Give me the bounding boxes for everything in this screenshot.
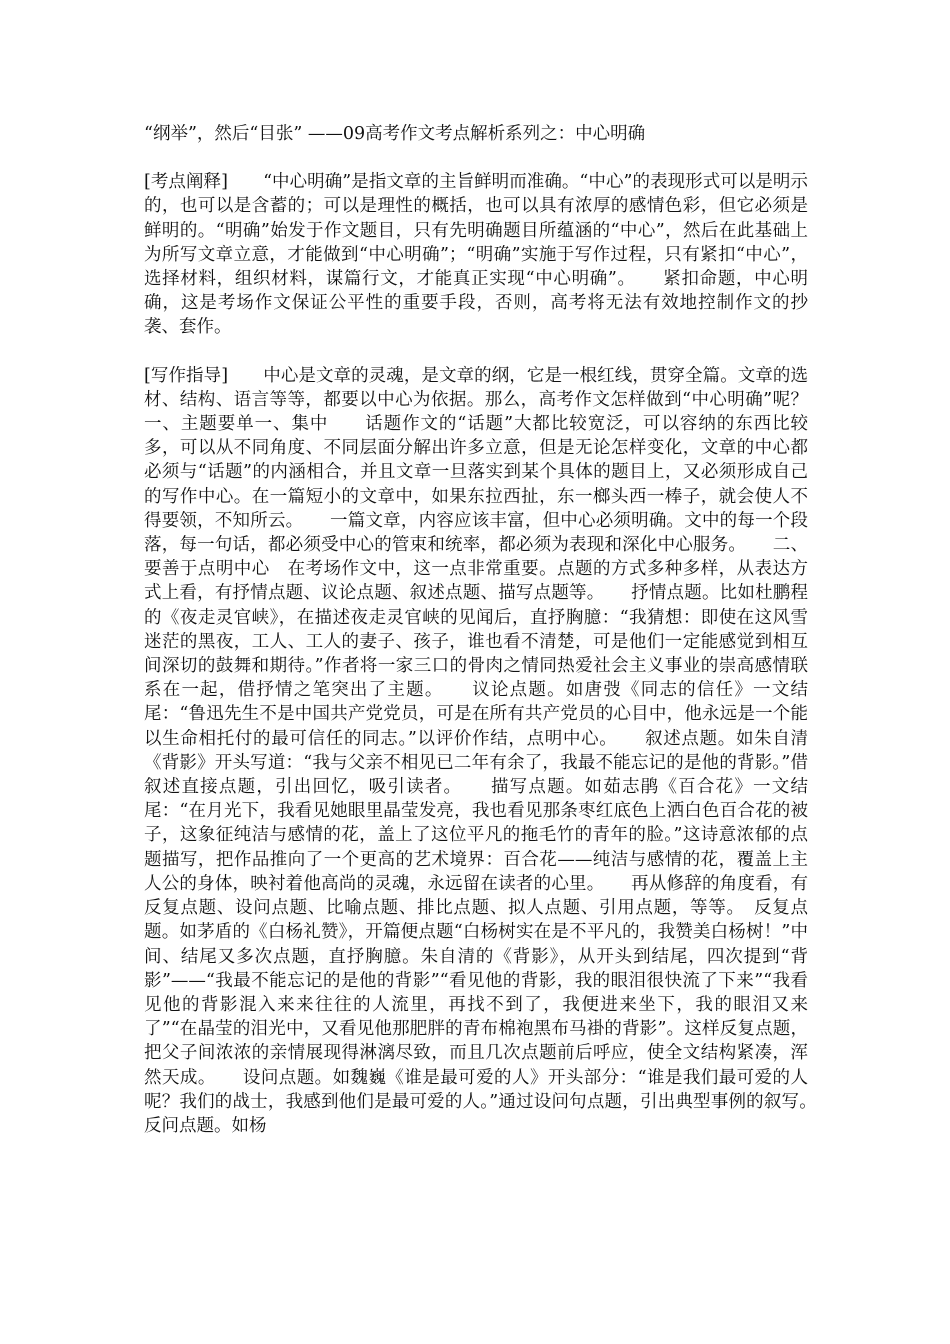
paragraph-writing-guidance: [写作指导] 中心是文章的灵魂，是文章的纲，它是一根红线，贯穿全篇。文章的选材、结构、语言等等，都要以中心为依据。那么，高考作文怎样做到“中心明确”呢？一、主题要单一、集中 话题作文的“话题”大都比较宽泛，可以容纳的东西比较多，可以从不同角度、不同层面分解出许多立意，但是无论怎样变化，文章的中心都必须与“话题”的内涵相合，并且文章一旦落实到某个具体的题目上，又必须形成自己的写作中心。在一篇短小的文章中，如果东拉西扯，东一榔头西一棒子，就会使人不得要领，不知所云。 一篇文章，内容应该丰富，但中心必须明确。文中的每一个段落，每一句话，都必须受中心的管束和统率，都必须为表现和深化中心服务。 二、要善于点明中心 在考场作文中，这一点非常重要。点题的方式多种多样，从表达方式上看，有抒情点题、议论点题、叙述点题、描写点题等。 抒情点题。比如杜鹏程的《夜走灵官峡》，在描述夜走灵官峡的见闻后，直抒胸臆：“我猜想：即使在这风雪迷茫的黑夜，工人、工人的妻子、孩子，谁也看不清楚，可是他们一定能感觉到相互间深切的鼓舞和期待。”作者将一家三口的骨肉之情同热爱社会主义事业的崇高感情联系在一起，借抒情之笔突出了主题。 议论点题。如唐弢《同志的信任》一文结尾：“鲁迅先生不是中国共产党党员，可是在所有共产党员的心目中，他永远是一个能以生命相托付的最可信任的同志。”以评价作结，点明中心。 叙述点题。如朱自清《背影》开头写道：“我与父亲不相见已二年有余了，我最不能忘记的是他的背影。”借叙述直接点题，引出回忆，吸引读者。 描写点题。如茹志鹃《百合花》一文结尾：“在月光下，我看见她眼里晶莹发亮，我也看见那条枣红底色上洒白色百合花的被子，这象征纯洁与感情的花，盖上了这位平凡的拖毛竹的青年的脸。”这诗意浓郁的点题描写，把作品推向了一个更高的艺术境界：百合花——纯洁与感情的花，覆盖上主人公的身体，映衬着他高尚的灵魂，永远留在读者的心里。 再从修辞的角度看，有反复点题、设问点题、比喻点题、排比点题、拟人点题、引用点题，等等。 反复点题。如茅盾的《白杨礼赞》，开篇便点题“白杨树实在是不平凡的，我赞美白杨树！”中间、结尾又多次点题，直抒胸臆。朱自清的《背影》，从开头到结尾，四次提到“背影”——“我最不能忘记的是他的背影”“看见他的背影，我的眼泪很快流了下来”“我看见他的背影混入来来往往的人流里，再找不到了，我便进来坐下，我的眼泪又来了”“在晶莹的泪光中，又看见他那肥胖的青布棉袍黑布马褂的背影”。这样反复点题，把父子间浓浓的亲情展现得淋漓尽致，而且几次点题前后呼应，使全文结构紧凑，浑然天成。 设问点题。如魏巍《谁是最可爱的人》开头部分：“谁是我们最可爱的人呢？我们的战士，我感到他们是最可爱的人。”通过设问句点题，引出典型事例的叙写。 反问点题。如杨 (144, 365, 843, 1136)
document-title: “纲举”，然后“目张” ——09高考作文考点解析系列之：中心明确 (144, 124, 646, 144)
paragraph-exam-point-explanation: [考点阐释] “中心明确”是指文章的主旨鲜明而准确。“中心”的表现形式可以是明示的，也可以是含蓄的；可以是理性的概括，也可以具有浓厚的感情色彩，但它必须是鲜明的。“明确”始发于作文题目，只有先明确题目所蕴涵的“中心”，然后在此基础上为所写文章立意，才能做到“中心明确”；“明确”实施于写作过程，只有紧扣“中心”，选择材料，组织材料，谋篇行文，才能真正实现“中心明确”。 紧扣命题，中心明确，这是考场作文保证公平性的重要手段，否则，高考将无法有效地控制作文的抄袭、套作。 (144, 172, 808, 338)
document-body (144, 122, 843, 1162)
